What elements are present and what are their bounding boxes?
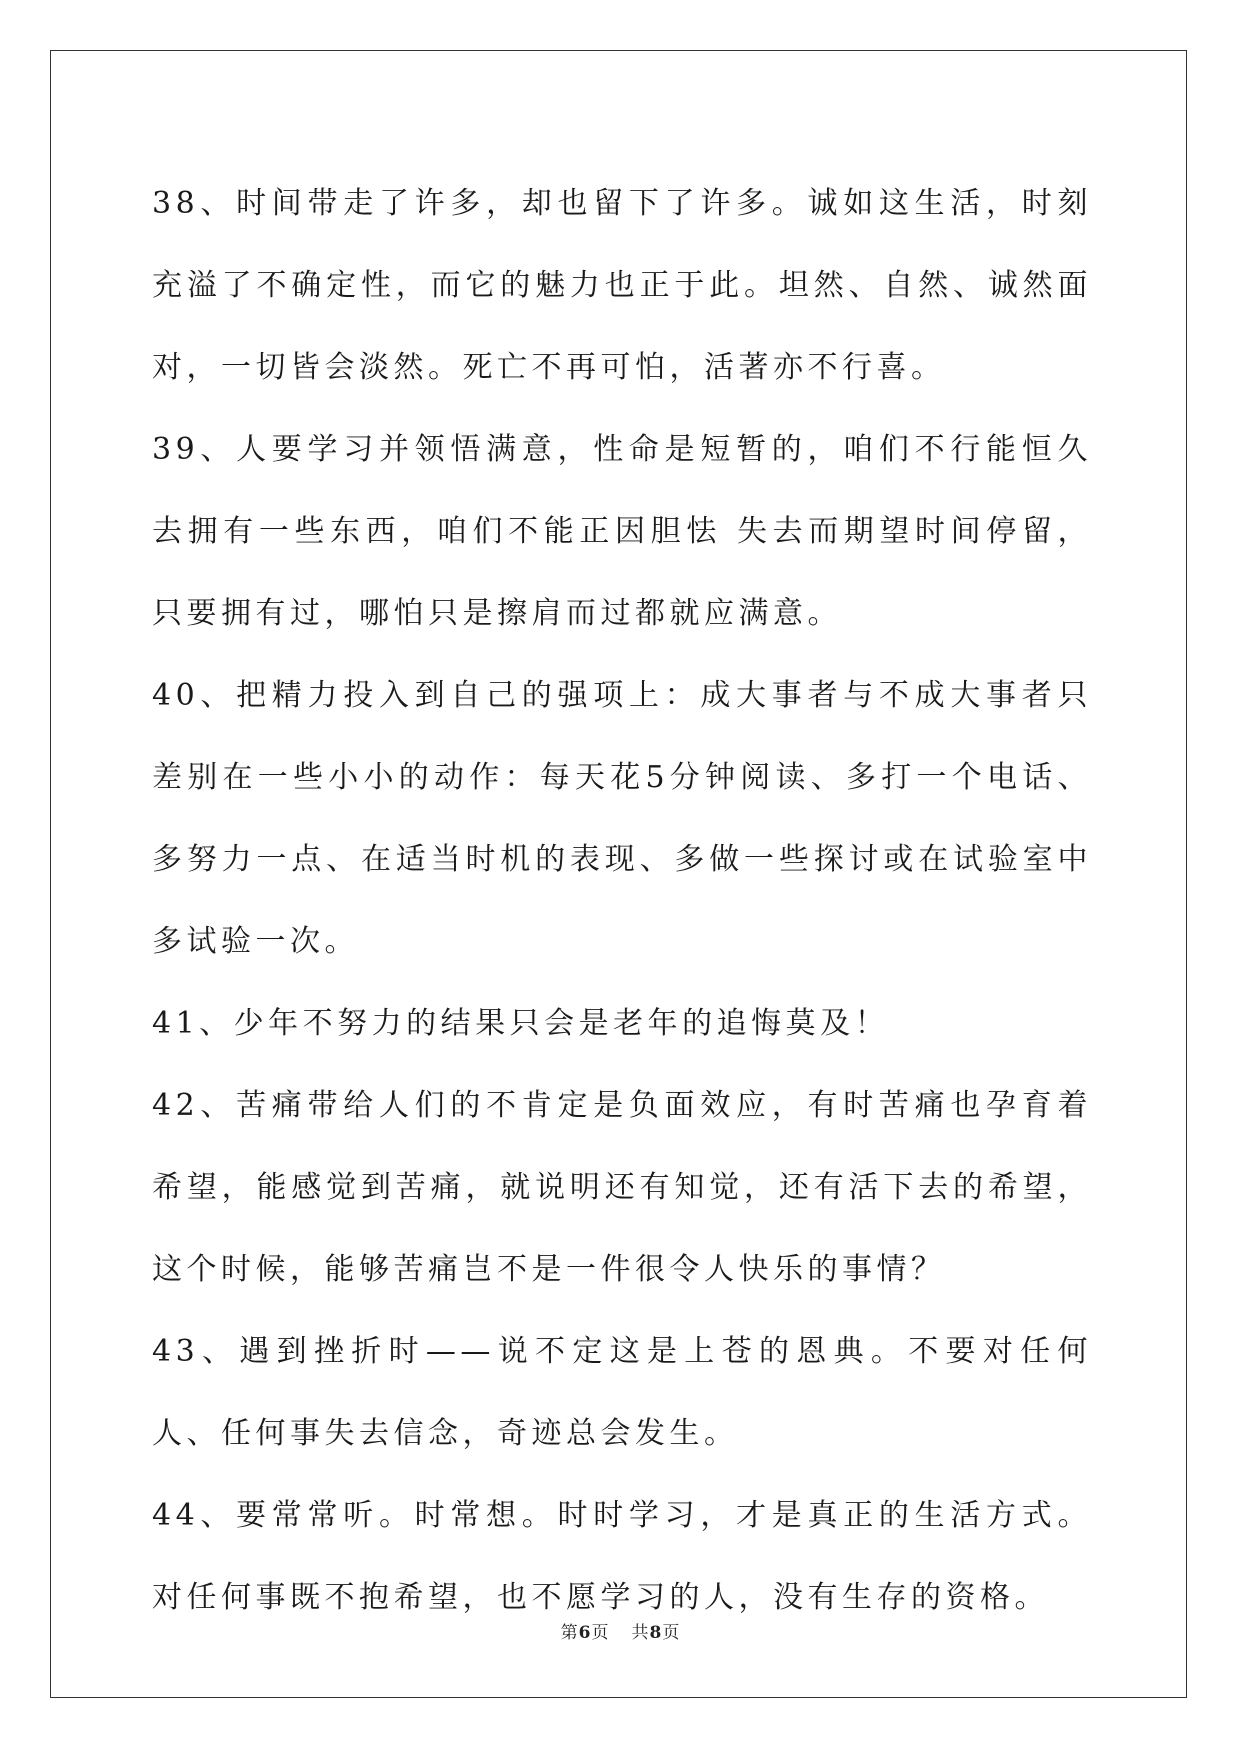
footer-prefix-total: 共 xyxy=(631,1623,650,1643)
paragraph-41: 41、少年不努力的结果只会是老年的追悔莫及！ xyxy=(152,1006,890,1041)
current-page-number: 6 xyxy=(578,1623,592,1643)
total-page-number: 8 xyxy=(649,1623,663,1643)
paragraph-39: 39、人要学习并领悟满意，性命是短暂的，咱们不行能恒久去拥有一些东西，咱们不能正因胆怯 失去而期望时间停留，只要拥有过，哪怕只是擦肩而过都就应满意。 xyxy=(152,432,1092,631)
document-body xyxy=(152,163,1092,1639)
footer-suffix-total: 页 xyxy=(662,1623,681,1643)
paragraph-38: 38、时间带走了许多，却也留下了许多。诚如这生活，时刻充溢了不确定性，而它的魅力也正于此。坦然、自然、诚然面对，一切皆会淡然。死亡不再可怕，活著亦不行喜。 xyxy=(152,186,1092,385)
paragraph-43: 43、遇到挫折时——说不定这是上苍的恩典。不要对任何人、任何事失去信念，奇迹总会发生。 xyxy=(152,1334,1092,1451)
footer-suffix-current: 页 xyxy=(591,1623,610,1643)
paragraph-42: 42、苦痛带给人们的不肯定是负面效应，有时苦痛也孕育着希望，能感觉到苦痛，就说明还有知觉，还有活下去的希望，这个时候，能够苦痛岂不是一件很令人快乐的事情？ xyxy=(152,1088,1092,1287)
paragraph-40: 40、把精力投入到自己的强项上：成大事者与不成大事者只差别在一些小小的动作：每天花5分钟阅读、多打一个电话、多努力一点、在适当时机的表现、多做一些探讨或在试验室中多试验一次。 xyxy=(152,678,1092,959)
page-footer xyxy=(0,1618,1241,1643)
paragraph-44: 44、要常常听。时常想。时时学习，才是真正的生活方式。对任何事既不抱希望，也不愿学习的人，没有生存的资格。 xyxy=(152,1498,1092,1615)
footer-prefix-current: 第 xyxy=(560,1623,579,1643)
